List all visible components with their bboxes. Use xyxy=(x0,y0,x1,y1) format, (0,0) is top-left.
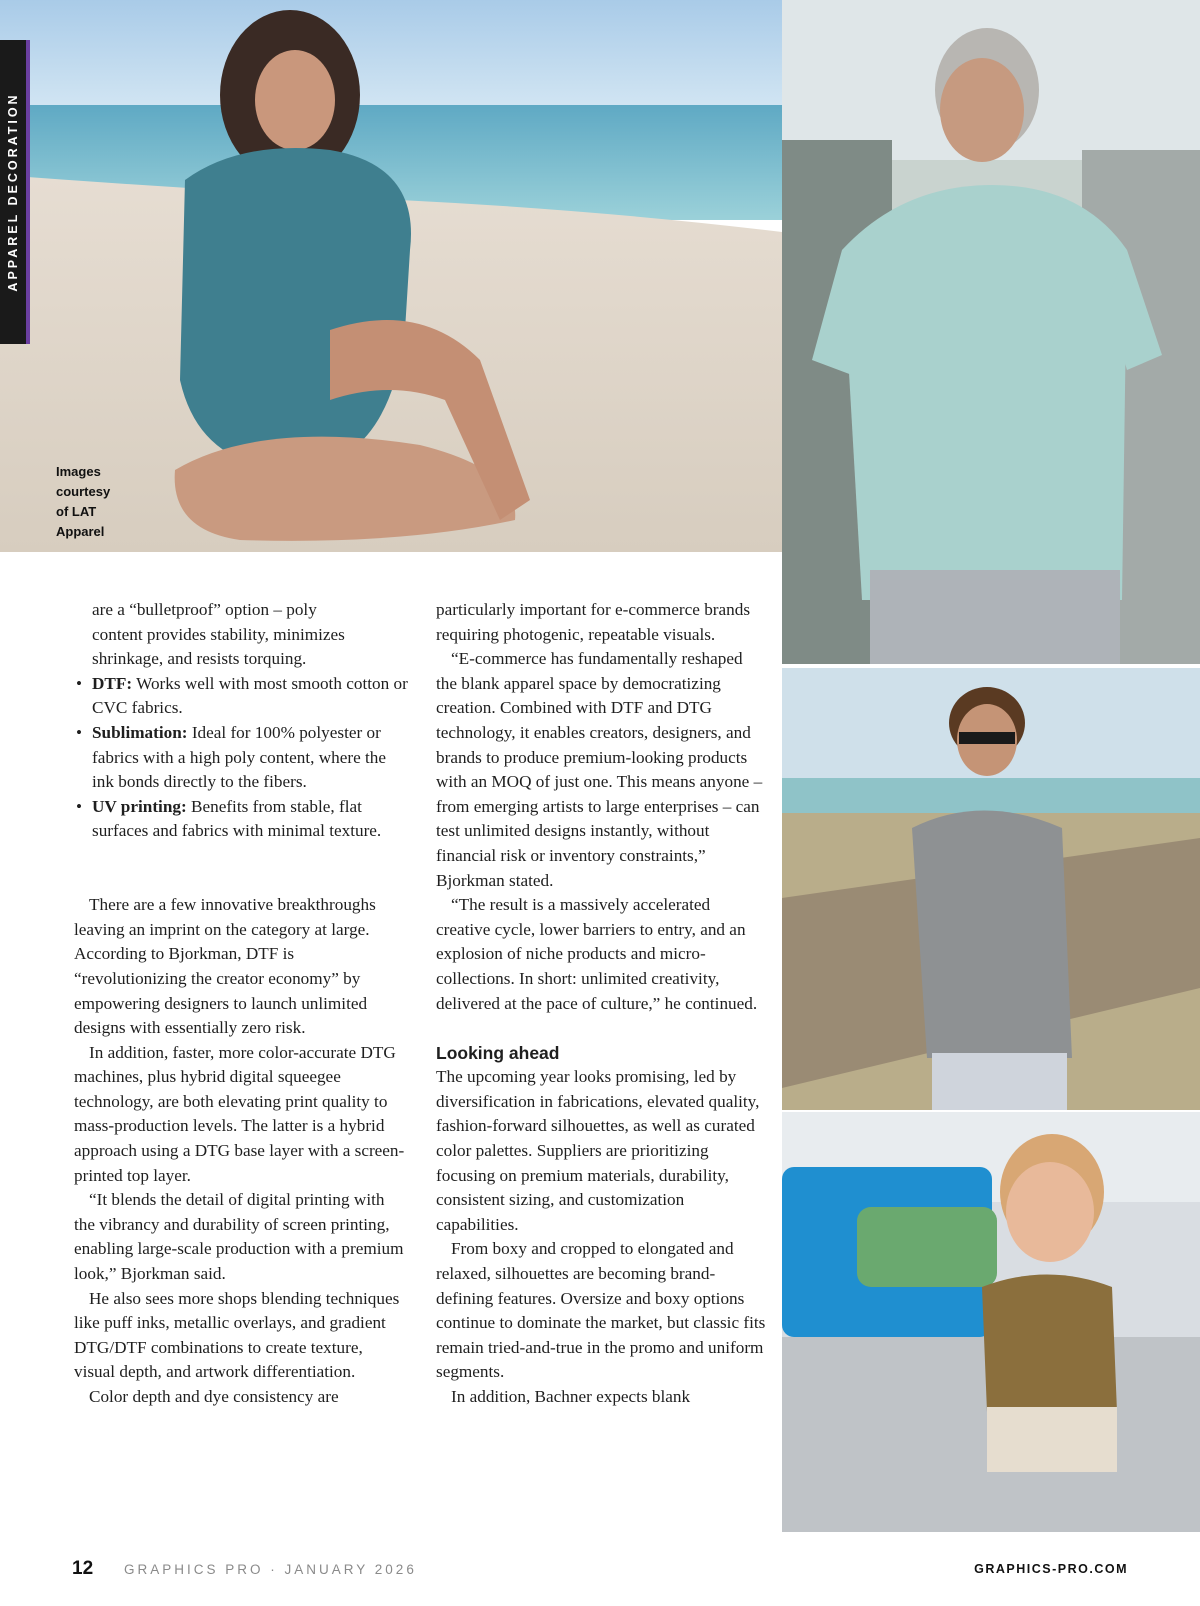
paragraph: In addition, Bachner expects blank xyxy=(451,1387,691,1406)
paragraph: There are a few innovative breakthroughs leaving an imprint on the category at large. According to Bjorkman, DTF is “revolutionizing the creator economy” by empowering designers to launch unlimited designs with essentially zero risk. xyxy=(74,895,376,1038)
paragraph: Color depth and dye consistency are xyxy=(89,1387,339,1406)
bullet-text: Works well with most smooth cotton or CVC fabrics. xyxy=(92,673,408,718)
paragraph: He also sees more shops blending techniques like puff inks, metallic overlays, and gradient DTG/DTF combinations to create texture, visual depth, and artwork differentiation. xyxy=(74,1288,400,1382)
list-item xyxy=(74,672,408,721)
publication-line: GRAPHICS PRO · JANUARY 2026 xyxy=(124,1562,417,1577)
print-method-list xyxy=(74,672,408,844)
photo-credit-line: of LAT xyxy=(56,504,97,519)
photo-credit-line: courtesy xyxy=(56,484,111,499)
intro-line: content provides stability, minimizes xyxy=(92,624,345,644)
bullet-text: Benefits from stable, flat surfaces and fabrics with minimal texture. xyxy=(92,796,382,841)
bullet-term: DTF: xyxy=(92,673,133,693)
photo-credit-line: Images xyxy=(56,464,101,479)
photo-credit xyxy=(56,462,136,542)
section-heading: Looking ahead xyxy=(436,1042,560,1063)
bullet-term: UV printing: xyxy=(92,796,187,816)
paragraph: From boxy and cropped to elongated and relaxed, silhouettes are becoming brand-defining features. Oversize and boxy options continue to dominate the market, but classic fits remain tried-and-true in the promo and uniform segments. xyxy=(436,1239,766,1382)
article-column-1 xyxy=(74,598,408,1410)
list-item xyxy=(74,795,408,844)
intro-line: shrinkage, and resists torquing. xyxy=(92,649,307,669)
paragraph: “The result is a massively accelerated creative cycle, lower barriers to entry, and an explosion of niche products and micro-collections. In short: unlimited creativity, delivered at the pace of culture,” he continued. xyxy=(436,895,758,1013)
photo-man-grey-tee xyxy=(782,668,1200,1110)
paragraph: particularly important for e-commerce brands requiring photogenic, repeatable visuals. xyxy=(436,600,751,644)
bullet-text: Ideal for 100% polyester or fabrics with a high poly content, where the ink bonds directly to the fibers. xyxy=(92,722,387,792)
paragraph: The upcoming year looks promising, led by diversification in fabrications, elevated quality, fashion-forward silhouettes, as well as curated color palettes. Suppliers are prioritizing focusing on premium materials, durability, consistent sizing, and customization capabilities. xyxy=(436,1067,760,1234)
paragraph: In addition, faster, more color-accurate DTG machines, plus hybrid digital squeegee technology, are both elevating print quality to mass-production levels. The latter is a hybrid approach using a DTG base layer with a screen-printed top layer. xyxy=(74,1042,405,1185)
paragraph: “E-commerce has fundamentally reshaped the blank apparel space by democratizing creation. Combined with DTF and DTG technology, it enables creators, designers, and brands to produce premium-looking products with an MOQ of just one. This means anyone – from emerging artists to large enterprises – can test unlimited designs instantly, without financial risk or inventory constraints,” Bjorkman stated. xyxy=(436,649,763,890)
section-tab-label: APPAREL DECORATION xyxy=(6,92,20,292)
section-tab xyxy=(0,40,30,344)
page-footer xyxy=(72,1558,1128,1584)
website-link[interactable]: GRAPHICS-PRO.COM xyxy=(974,1562,1128,1576)
photo-toddler-olive-tee xyxy=(782,1112,1200,1532)
page-number: 12 xyxy=(72,1558,94,1579)
photo-man-mint-tee xyxy=(782,0,1200,664)
article-column-2 xyxy=(436,598,766,1410)
bullet-term: Sublimation: xyxy=(92,722,188,742)
paragraph: “It blends the detail of digital printing with the vibrancy and durability of screen printing, enabling large-scale production with a premium look,” Bjorkman said. xyxy=(74,1190,404,1284)
intro-line: are a “bulletproof” option – poly xyxy=(92,600,317,619)
photo-credit-line: Apparel xyxy=(56,524,105,539)
list-item xyxy=(74,721,408,795)
